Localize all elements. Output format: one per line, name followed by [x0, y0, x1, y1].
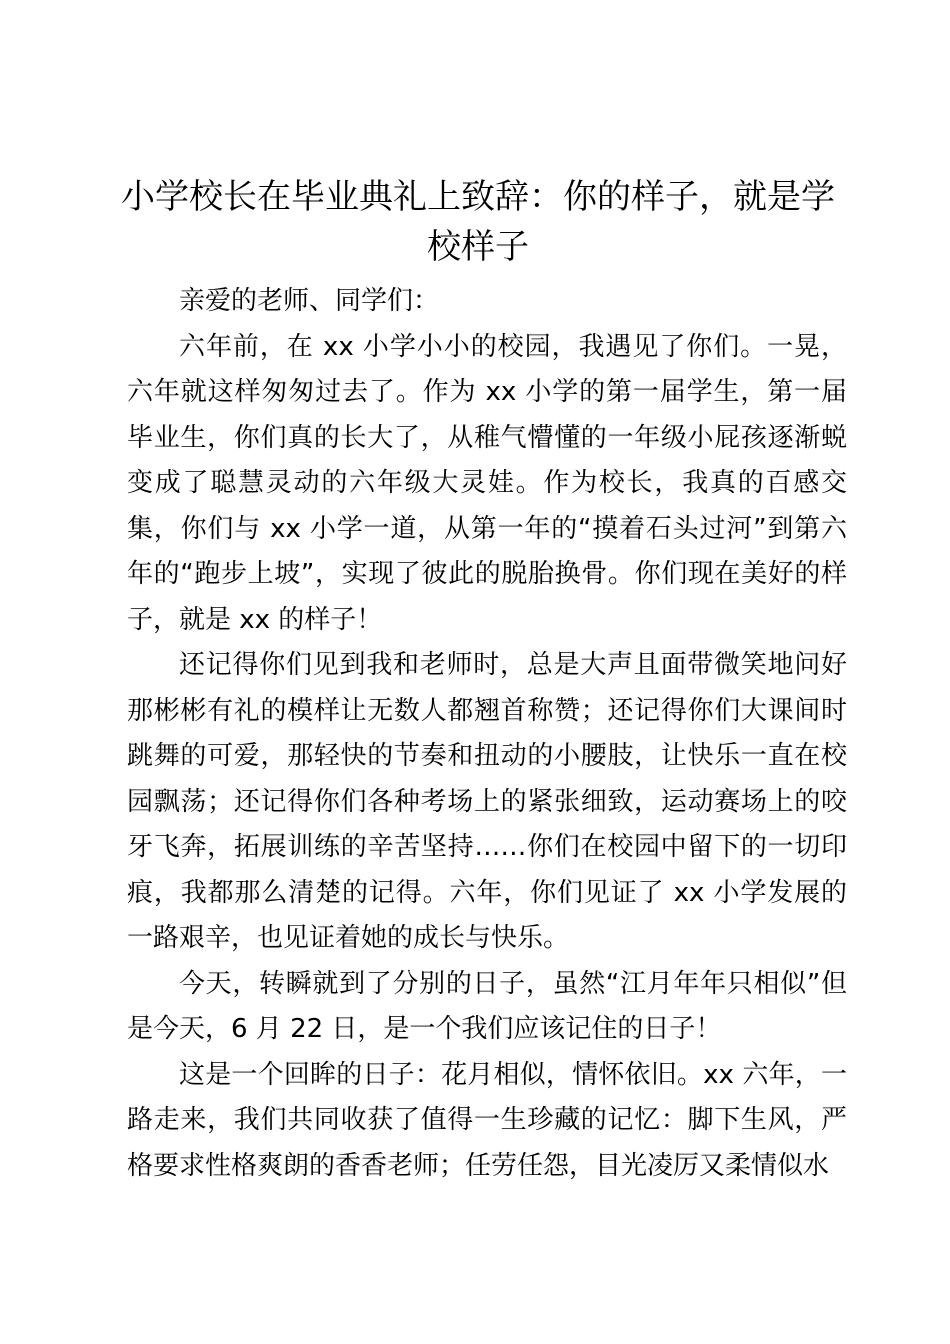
paragraph-3: 今天，转瞬就到了分别的日子，虽然“江月年年只相似”但是今天，6 月 22 日，是一个我们应该记住的日子！	[127, 968, 847, 1044]
document-body	[127, 279, 847, 1189]
paragraph-4: 这是一个回眸的日子：花月相似，情怀依旧。xx 六年，一路走来，我们共同收获了值得一生珍藏的记忆：脚下生风，严格要求性格爽朗的香香老师；任劳任怨，目光凌厉又柔情似水	[127, 1059, 847, 1181]
salutation: 亲爱的老师、同学们：	[179, 286, 440, 316]
paragraph-1: 六年前，在 xx 小学小小的校园，我遇见了你们。一晃，六年就这样匆匆过去了。作为 xx 小学的第一届学生，第一届毕业生，你们真的长大了，从稚气懵懂的一年级小屁孩逐渐蜕变成了聪慧灵动的六年级大灵娃。作为校长，我真的百感交集，你们与 xx 小学一道，从第一年的“摸着石头过河”到第六年的“跑步上坡”，实现了彼此的脱胎换骨。你们现在美好的样子，就是 xx 的样子！	[127, 331, 847, 635]
paragraph-2: 还记得你们见到我和老师时，总是大声且面带微笑地问好那彬彬有礼的模样让无数人都翘首称赞；还记得你们大课间时跳舞的可爱，那轻快的节奏和扭动的小腰肢，让快乐一直在校园飘荡；还记得你们各种考场上的紧张细致，运动赛场上的咬牙飞奔，拓展训练的辛苦坚持……你们在校园中留下的一切印痕，我都那么清楚的记得。六年，你们见证了 xx 小学发展的一路艰辛，也见证着她的成长与快乐。	[127, 650, 847, 953]
document-title: 小学校长在毕业典礼上致辞：你的样子，就是学校样子	[121, 177, 835, 267]
